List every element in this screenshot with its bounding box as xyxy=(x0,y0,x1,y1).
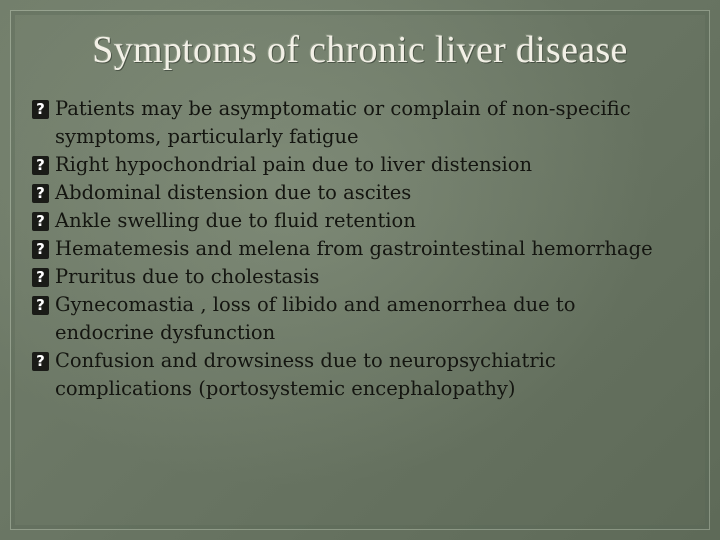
bullet-item xyxy=(32,291,672,347)
bullet-text: Confusion and drowsiness due to neuropsychiatric complications (portosystemic encephalopathy) xyxy=(55,349,556,400)
bullet-icon: ? xyxy=(32,296,49,315)
bullet-icon: ? xyxy=(32,268,49,287)
bullet-text: Abdominal distension due to ascites xyxy=(55,181,412,204)
bullet-text: Patients may be asymptomatic or complain of non-specific symptoms, particularly fatigue xyxy=(55,97,631,148)
bullet-icon: ? xyxy=(32,100,49,119)
slide-title: Symptoms of chronic liver disease xyxy=(92,29,628,71)
bullet-icon: ? xyxy=(32,212,49,231)
bullet-icon: ? xyxy=(32,352,49,371)
bullet-text: Right hypochondrial pain due to liver distension xyxy=(55,153,533,176)
bullet-list xyxy=(32,95,672,403)
bullet-item xyxy=(32,179,672,207)
bullet-item xyxy=(32,347,672,403)
bullet-icon: ? xyxy=(32,156,49,175)
bullet-item xyxy=(32,95,672,151)
bullet-item xyxy=(32,263,672,291)
bullet-item xyxy=(32,151,672,179)
bullet-text: Pruritus due to cholestasis xyxy=(55,265,320,288)
bullet-item xyxy=(32,235,672,263)
bullet-icon: ? xyxy=(32,184,49,203)
bullet-text: Hematemesis and melena from gastrointestinal hemorrhage xyxy=(55,237,653,260)
bullet-icon: ? xyxy=(32,240,49,259)
bullet-text: Gynecomastia , loss of libido and amenorrhea due to endocrine dysfunction xyxy=(55,293,576,344)
bullet-text: Ankle swelling due to fluid retention xyxy=(55,209,416,232)
bullet-item xyxy=(32,207,672,235)
